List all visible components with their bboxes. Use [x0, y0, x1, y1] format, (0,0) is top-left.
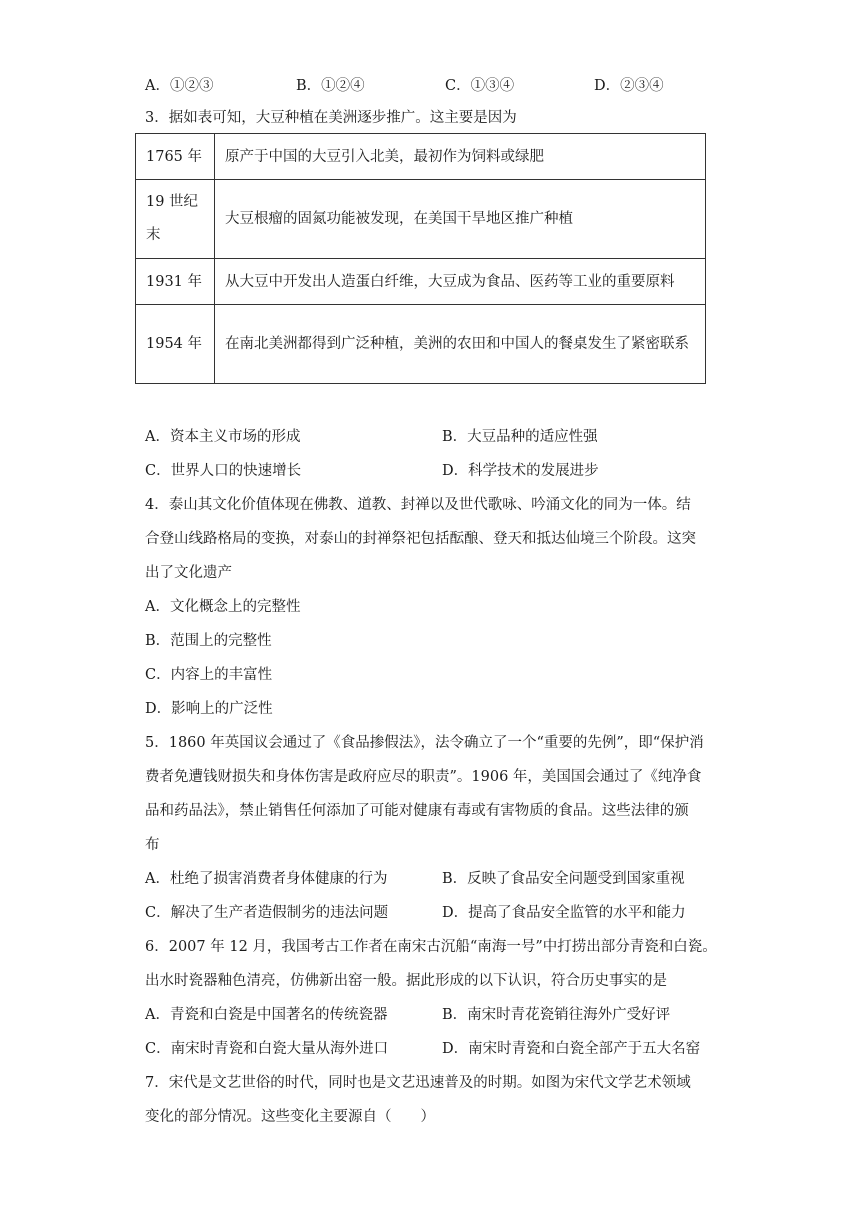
q3-stem: 3．据如表可知，大豆种植在美洲逐步推广。这主要是因为: [145, 110, 517, 126]
table-event-cell: 在南北美洲都得到广泛种植，美洲的农田和中国人的餐桌发生了紧密联系: [215, 305, 706, 384]
q3-option-c: C．世界人口的快速增长: [145, 463, 302, 479]
q5-option-c: C．解决了生产者造假制劣的违法问题: [145, 905, 389, 921]
table-event-cell: 原产于中国的大豆引入北美，最初作为饲料或绿肥: [215, 134, 706, 180]
q2-option-c: C．①③④: [445, 78, 515, 94]
table-event-cell: 大豆根瘤的固氮功能被发现，在美国干旱地区推广种植: [215, 180, 706, 259]
q3-option-a: A．资本主义市场的形成: [145, 429, 301, 445]
q2-option-b: B．①②④: [296, 78, 365, 94]
table-row: [136, 180, 706, 259]
q4-stem-line: 4．泰山其文化价值体现在佛教、道教、封禅以及世代歌咏、吟涌文化的同为一体。结: [145, 497, 691, 513]
q3-option-d: D．科学技术的发展进步: [442, 463, 599, 479]
table-row: [136, 305, 706, 384]
q6-stem-line: 出水时瓷器釉色清亮，仿佛新出窑一般。据此形成的以下认识，符合历史事实的是: [145, 973, 667, 989]
table-event-cell: 从大豆中开发出人造蛋白纤维，大豆成为食品、医药等工业的重要原料: [215, 259, 706, 305]
q5-stem-line: 5．1860 年英国议会通过了《食品掺假法》，法令确立了一个“重要的先例”，即“保护消: [145, 735, 704, 751]
q3-option-b: B．大豆品种的适应性强: [442, 429, 598, 445]
table-row: [136, 259, 706, 305]
q6-stem-line: 6．2007 年 12 月，我国考古工作者在南宋古沉船“南海一号”中打捞出部分青瓷和白瓷。: [145, 939, 717, 955]
q6-option-c: C．南宋时青瓷和白瓷大量从海外进口: [145, 1041, 389, 1057]
q7-stem-line: 变化的部分情况。这些变化主要源自（ ）: [145, 1109, 435, 1125]
q2-option-a: A．①②③: [145, 78, 214, 94]
q4-option-c: C．内容上的丰富性: [145, 667, 273, 683]
q5-stem-line: 布: [145, 837, 160, 853]
table-year-cell: 1954 年: [136, 305, 215, 384]
q4-option-b: B．范围上的完整性: [145, 633, 272, 649]
q2-option-d: D．②③④: [594, 78, 664, 94]
q5-option-b: B．反映了食品安全问题受到国家重视: [442, 871, 685, 887]
q5-option-a: A．杜绝了损害消费者身体健康的行为: [145, 871, 388, 887]
q4-option-a: A．文化概念上的完整性: [145, 599, 301, 615]
q6-option-b: B．南宋时青花瓷销往海外广受好评: [442, 1007, 671, 1023]
table-year-cell: 1931 年: [136, 259, 215, 305]
q3-table: [135, 133, 706, 384]
q5-option-d: D．提高了食品安全监管的水平和能力: [442, 905, 686, 921]
table-row: [136, 134, 706, 180]
table-year-cell: 19 世纪末: [136, 180, 215, 259]
q4-stem-line: 出了文化遗产: [145, 565, 232, 581]
q4-option-d: D．影响上的广泛性: [145, 701, 273, 717]
q7-stem-line: 7．宋代是文艺世俗的时代，同时也是文艺迅速普及的时期。如图为宋代文学艺术领域: [145, 1075, 691, 1091]
q6-option-a: A．青瓷和白瓷是中国著名的传统瓷器: [145, 1007, 388, 1023]
q4-stem-line: 合登山线路格局的变换，对泰山的封禅祭祀包括酝酿、登天和抵达仙境三个阶段。这突: [145, 531, 696, 547]
q6-option-d: D．南宋时青瓷和白瓷全部产于五大名窑: [442, 1041, 701, 1057]
q5-stem-line: 费者免遭钱财损失和身体伤害是政府应尽的职责”。1906 年，美国国会通过了《纯净食: [145, 769, 702, 785]
q5-stem-line: 品和药品法》，禁止销售任何添加了可能对健康有毒或有害物质的食品。这些法律的颁: [145, 803, 689, 819]
table-year-cell: 1765 年: [136, 134, 215, 180]
